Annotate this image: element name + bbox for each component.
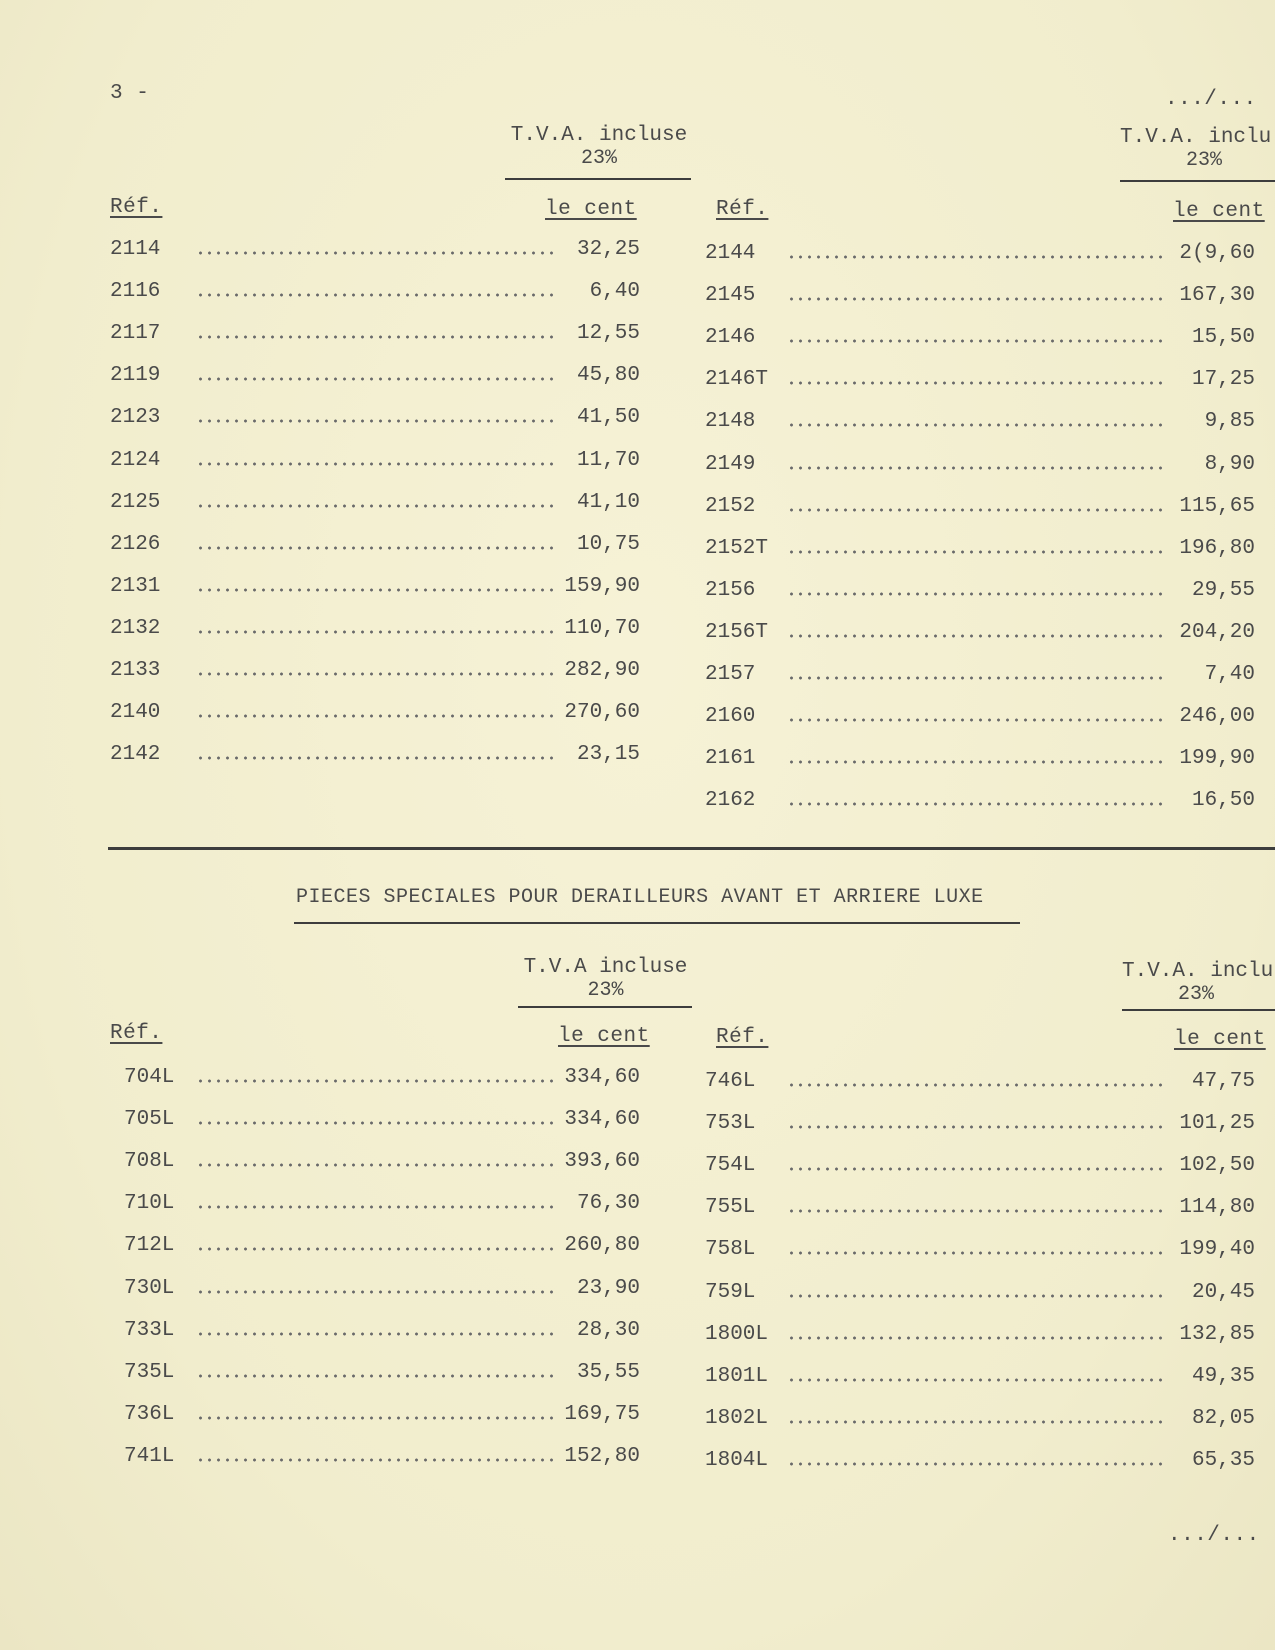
price-cell: 152,80 [564, 1444, 640, 1468]
price-cell: 32,25 [576, 238, 640, 261]
dot-leader [787, 1164, 1165, 1174]
price-cell: 196,80 [1179, 536, 1255, 560]
table-row [705, 242, 1255, 272]
ref-cell: 759L [705, 1280, 756, 1304]
vat-label: T.V.A incluse [523, 956, 688, 979]
vat-header-left-1 [505, 124, 693, 170]
vat-underline-left-2 [518, 1006, 692, 1008]
ref-cell: 735L [124, 1360, 175, 1384]
price-cell: 65,35 [1191, 1448, 1255, 1472]
table-row [705, 284, 1255, 314]
price-cell: 23,15 [576, 743, 640, 767]
ref-cell: 2125 [110, 490, 161, 514]
ref-cell: 2133 [110, 659, 161, 682]
dot-leader [787, 631, 1165, 641]
dot-leader [196, 374, 554, 384]
ref-cell: 733L [124, 1318, 175, 1342]
table-row [705, 1070, 1255, 1100]
table-row [705, 1154, 1255, 1184]
dot-leader [196, 1244, 556, 1254]
table-row [705, 410, 1255, 440]
table-row [110, 1277, 640, 1307]
price-cell: 159,90 [564, 574, 640, 598]
ref-cell: 2149 [705, 452, 756, 476]
ref-cell: 2156 [705, 578, 756, 602]
ref-cell: 746L [705, 1070, 756, 1093]
price-cell: 270,60 [564, 701, 640, 725]
ref-cell: 2148 [705, 410, 756, 434]
price-cell: 23,90 [576, 1276, 640, 1300]
price-cell: 76,30 [576, 1192, 640, 1216]
dot-leader [787, 378, 1165, 388]
price-header-left-1: le cent [545, 198, 637, 221]
ref-cell: 1801L [705, 1364, 769, 1388]
page-number: 3 - [110, 82, 150, 105]
price-cell: 29,55 [1191, 578, 1255, 602]
vat-rate: 23% [1186, 149, 1223, 172]
dot-leader [787, 294, 1165, 304]
ref-cell: 2161 [705, 747, 756, 771]
table-row [705, 1281, 1255, 1311]
ref-cell: 2140 [110, 701, 161, 725]
table-row [705, 579, 1255, 609]
continuation-marker-bottom: .../... [1168, 1524, 1260, 1547]
price-cell: 49,35 [1191, 1364, 1255, 1388]
ref-cell: 2116 [110, 280, 161, 304]
dot-leader [196, 1118, 556, 1128]
ref-cell: 2126 [110, 532, 161, 556]
table-row [705, 1196, 1255, 1226]
dot-leader [787, 1333, 1165, 1343]
ref-cell: 2152 [705, 494, 756, 518]
dot-leader [196, 627, 554, 637]
price-cell: 260,80 [564, 1234, 640, 1258]
table-row [110, 575, 640, 605]
price-cell: 110,70 [564, 616, 640, 640]
table-row [705, 1407, 1255, 1437]
table-row [110, 406, 640, 436]
price-cell: 28,30 [576, 1318, 640, 1342]
dot-leader [787, 1080, 1165, 1090]
price-cell: 16,50 [1191, 789, 1255, 813]
price-cell: 17,25 [1191, 368, 1255, 392]
section-divider [108, 847, 1275, 850]
dot-leader [196, 459, 554, 469]
ref-cell: 1804L [705, 1448, 769, 1472]
ref-cell: 2144 [705, 242, 756, 265]
price-cell: 82,05 [1191, 1406, 1255, 1430]
dot-leader [196, 1076, 556, 1086]
table-row [110, 1066, 640, 1096]
vat-label: T.V.A. incluse [510, 124, 688, 147]
ref-cell: 754L [705, 1154, 756, 1178]
dot-leader [196, 1160, 556, 1170]
ref-cell: 741L [124, 1444, 175, 1468]
dot-leader [196, 1413, 556, 1423]
table-row [110, 238, 640, 268]
price-cell: 10,75 [576, 532, 640, 556]
table-row [110, 701, 640, 731]
price-cell: 115,65 [1179, 494, 1255, 518]
price-cell: 334,60 [564, 1066, 640, 1089]
dot-leader [196, 248, 554, 258]
continuation-marker-top: .../... [1165, 88, 1257, 111]
table-row [110, 533, 640, 563]
dot-leader [196, 669, 554, 679]
ref-cell: 730L [124, 1276, 175, 1300]
vat-rate: 23% [587, 979, 624, 1002]
dot-leader [787, 1291, 1165, 1301]
price-cell: 9,85 [1204, 410, 1255, 434]
ref-cell: 710L [124, 1192, 175, 1216]
ref-cell: 2124 [110, 448, 161, 472]
dot-leader [787, 1248, 1165, 1258]
vat-header-left-2 [518, 956, 693, 1002]
ref-cell: 2162 [705, 789, 756, 813]
ref-header-right-2: Réf. [716, 1026, 769, 1049]
table-row [110, 1192, 640, 1222]
table-row [705, 663, 1255, 693]
price-cell: 8,90 [1204, 452, 1255, 476]
dot-leader [787, 505, 1165, 515]
ref-cell: 2117 [110, 322, 161, 346]
price-cell: 393,60 [564, 1150, 640, 1174]
dot-leader [787, 336, 1165, 346]
ref-cell: 2152T [705, 536, 769, 560]
price-cell: 199,40 [1179, 1238, 1255, 1262]
table-row [110, 491, 640, 521]
ref-cell: 758L [705, 1238, 756, 1262]
dot-leader [787, 589, 1165, 599]
table-row [705, 453, 1255, 483]
price-cell: 20,45 [1191, 1280, 1255, 1304]
ref-header-left-2: Réf. [110, 1022, 163, 1045]
ref-cell: 2123 [110, 406, 161, 430]
dot-leader [787, 757, 1165, 767]
section-title: PIECES SPECIALES POUR DERAILLEURS AVANT ET ARRIERE LUXE [296, 886, 984, 909]
vat-header-right-2 [1122, 960, 1275, 1006]
table-row [110, 1319, 640, 1349]
table-row [110, 322, 640, 352]
dot-leader [196, 416, 554, 426]
ref-cell: 2142 [110, 743, 161, 767]
price-cell: 204,20 [1179, 620, 1255, 644]
table-row [705, 495, 1255, 525]
ref-cell: 712L [124, 1234, 175, 1258]
dot-leader [196, 290, 554, 300]
table-row [110, 617, 640, 647]
price-header-right-1: le cent [1173, 200, 1265, 223]
table-row [110, 659, 640, 689]
table-row [110, 364, 640, 394]
ref-cell: 2160 [705, 705, 756, 729]
dot-leader [787, 1459, 1165, 1469]
price-cell: 334,60 [564, 1108, 640, 1132]
ref-cell: 2156T [705, 620, 769, 644]
vat-label: T.V.A. inclu [1122, 960, 1274, 983]
dot-leader [787, 715, 1165, 725]
dot-leader [196, 711, 554, 721]
table-row [110, 743, 640, 773]
ref-cell: 2132 [110, 616, 161, 640]
dot-leader [787, 420, 1165, 430]
dot-leader [196, 1202, 556, 1212]
table-row [705, 747, 1255, 777]
vat-header-right-1 [1120, 126, 1275, 172]
section-title-underline [294, 922, 1020, 924]
ref-header-left-1: Réf. [110, 196, 163, 219]
price-cell: 41,10 [576, 490, 640, 514]
dot-leader [196, 1455, 556, 1465]
table-row [705, 537, 1255, 567]
dot-leader [196, 332, 554, 342]
table-row [705, 1238, 1255, 1268]
ref-cell: 2157 [705, 663, 756, 686]
dot-leader [196, 753, 554, 763]
price-cell: 12,55 [576, 322, 640, 346]
table-row [705, 1365, 1255, 1395]
price-cell: 11,70 [576, 448, 640, 472]
price-cell: 101,25 [1179, 1112, 1255, 1136]
ref-cell: 2145 [705, 284, 756, 308]
table-row [705, 789, 1255, 819]
table-row [110, 449, 640, 479]
table-row [110, 280, 640, 310]
table-row [110, 1361, 640, 1391]
dot-leader [787, 252, 1165, 262]
ref-cell: 705L [124, 1108, 175, 1132]
vat-underline-right-2 [1122, 1009, 1275, 1011]
price-cell: 114,80 [1179, 1196, 1255, 1220]
price-cell: 199,90 [1179, 747, 1255, 771]
table-row [110, 1445, 640, 1475]
dot-leader [787, 463, 1165, 473]
vat-rate: 23% [1178, 983, 1215, 1006]
table-row [705, 1112, 1255, 1142]
price-cell: 2(9,60 [1179, 242, 1255, 265]
dot-leader [196, 1287, 556, 1297]
price-cell: 167,30 [1179, 284, 1255, 308]
ref-cell: 708L [124, 1150, 175, 1174]
price-cell: 7,40 [1204, 663, 1255, 686]
ref-cell: 736L [124, 1402, 175, 1426]
price-cell: 35,55 [576, 1360, 640, 1384]
price-cell: 47,75 [1191, 1070, 1255, 1093]
price-header-right-2: le cent [1174, 1028, 1266, 1051]
price-cell: 6,40 [589, 280, 640, 304]
dot-leader [196, 585, 554, 595]
vat-underline-left-1 [505, 178, 691, 180]
price-cell: 169,75 [564, 1402, 640, 1426]
dot-leader [787, 1206, 1165, 1216]
ref-cell: 2146T [705, 368, 769, 392]
dot-leader [787, 1122, 1165, 1132]
ref-cell: 1800L [705, 1322, 769, 1346]
ref-header-right-1: Réf. [716, 198, 769, 221]
dot-leader [787, 1375, 1165, 1385]
price-cell: 246,00 [1179, 705, 1255, 729]
price-cell: 45,80 [576, 364, 640, 388]
table-row [110, 1150, 640, 1180]
dot-leader [787, 1417, 1165, 1427]
table-row [705, 1449, 1255, 1479]
dot-leader [787, 547, 1165, 557]
table-row [705, 1323, 1255, 1353]
dot-leader [196, 1371, 556, 1381]
vat-rate: 23% [580, 147, 617, 170]
price-cell: 15,50 [1191, 326, 1255, 350]
vat-label: T.V.A. inclu [1120, 126, 1272, 149]
table-row [110, 1403, 640, 1433]
table-row [705, 705, 1255, 735]
ref-cell: 2119 [110, 364, 161, 388]
ref-cell: 1802L [705, 1406, 769, 1430]
ref-cell: 2114 [110, 238, 161, 261]
table-row [705, 621, 1255, 651]
ref-cell: 704L [124, 1066, 175, 1089]
price-header-left-2: le cent [558, 1025, 650, 1048]
table-row [110, 1108, 640, 1138]
table-row [705, 368, 1255, 398]
dot-leader [196, 543, 554, 553]
ref-cell: 755L [705, 1196, 756, 1220]
ref-cell: 753L [705, 1112, 756, 1136]
ref-cell: 2131 [110, 574, 161, 598]
price-cell: 132,85 [1179, 1322, 1255, 1346]
table-row [705, 326, 1255, 356]
price-cell: 41,50 [576, 406, 640, 430]
dot-leader [787, 673, 1165, 683]
dot-leader [196, 501, 554, 511]
vat-underline-right-1 [1120, 180, 1275, 182]
dot-leader [787, 799, 1165, 809]
ref-cell: 2146 [705, 326, 756, 350]
dot-leader [196, 1329, 556, 1339]
price-cell: 282,90 [564, 659, 640, 682]
price-cell: 102,50 [1179, 1154, 1255, 1178]
table-row [110, 1234, 640, 1264]
